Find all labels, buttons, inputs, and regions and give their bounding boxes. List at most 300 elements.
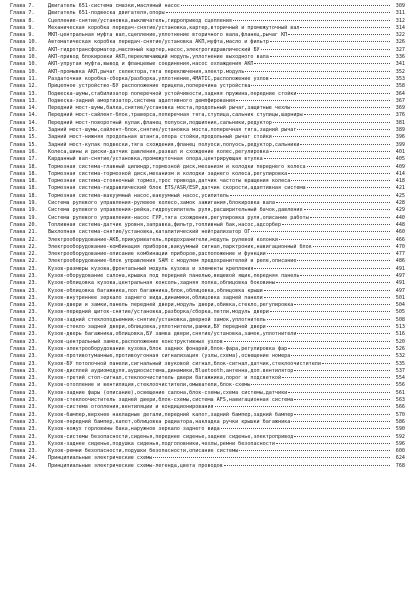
dot-leader (276, 443, 390, 444)
chapter-title: Кузов-двери и замки,панель передней двери,модуль двери,обивка,стекло,регулировка (48, 302, 294, 309)
chapter-title: Кузов-третий стоп-сигнал,стеклоочиститель двери багажника,порог и подсветкой (48, 375, 282, 382)
chapter-title: Кузов-система отопления,вентиляции и кондиционирования (48, 404, 214, 411)
chapter-number: Глава 22. (10, 251, 38, 258)
chapter-title: Кузов-ремни безопасности,подушки безопасности,описание системы (48, 448, 239, 455)
chapter-number: Глава 19. (10, 207, 38, 214)
dot-leader (264, 297, 390, 298)
chapter-number: Глава 23. (10, 382, 38, 389)
toc-entry (10, 215, 405, 222)
chapter-title: Кузов-дверь багажника,облицовка,БУ замка двери,снятие/установка,замок,уплотнители (48, 331, 297, 338)
dot-leader (279, 239, 390, 240)
chapter-title: Кузов-передний щиток-снятие/установка,разборка/сборка,петли,модуль двери (48, 309, 269, 316)
chapter-number: Глава 23. (10, 367, 38, 374)
dot-leader (291, 421, 390, 422)
page-number: 532 (395, 353, 405, 360)
page-number: 358 (395, 83, 405, 90)
page-number: 440 (395, 214, 405, 221)
page-number: 369 (395, 105, 405, 112)
chapter-title: Кузов-центральный замок,расположение конструктивных узлов (48, 338, 223, 345)
toc-entry (10, 47, 405, 54)
page-number: 309 (395, 3, 405, 9)
toc-entry (10, 10, 405, 17)
chapter-title: АКП-привод блокировки АКП,переключающий модуль,уплотнение выходного вала (48, 54, 269, 61)
chapter-number: Глава 12. (10, 83, 38, 90)
page-number: 563 (395, 397, 405, 404)
toc-entry (10, 412, 405, 419)
chapter-number: Глава 23. (10, 280, 38, 287)
chapter-title: Принципиальные электрические схемы-легенда,цвета проводов (48, 462, 223, 469)
chapter-number: Глава 9. (10, 24, 35, 31)
chapter-number: Глава 10. (10, 39, 38, 46)
toc-entry (10, 142, 405, 149)
chapter-number: Глава 24. (10, 455, 38, 462)
chapter-number: Глава 23. (10, 345, 38, 352)
dot-leader (304, 209, 390, 210)
chapter-title: Передний мост-сайлент-блок,траверса,поперечная тяга,ступица,сальник ступицы,шарниры (48, 112, 303, 119)
chapter-title: Электрооборудование-АКБ,прикуриватель,предохранители,модуль рулевой колонки (48, 236, 279, 243)
chapter-number: Глава 15. (10, 141, 38, 148)
page-number: 401 (395, 148, 405, 155)
chapter-number: Глава 22. (10, 236, 38, 243)
page-number: 326 (395, 39, 405, 46)
dot-leader (230, 195, 390, 196)
dot-leader (307, 166, 390, 167)
table-of-contents (10, 3, 405, 470)
chapter-number: Глава 16. (10, 148, 38, 155)
toc-entry (10, 76, 405, 83)
chapter-number: Глава 23. (10, 338, 38, 345)
chapter-title: Тормозная система-гидравлический блок ETS/ASR/ESP,датчик скорости,адаптивная система (48, 185, 306, 192)
chapter-number: Глава 18. (10, 178, 38, 185)
dot-leader (294, 436, 390, 437)
chapter-number: Глава 10. (10, 61, 38, 68)
dot-leader (294, 414, 390, 415)
dot-leader (251, 384, 390, 385)
page-number: 501 (395, 294, 405, 301)
chapter-number: Глава 10. (10, 54, 38, 61)
chapter-number: Глава 14. (10, 105, 38, 112)
chapter-title: АКП-упругая муфта,вывод и фланцевые соединения,насос охлаждения АКП (48, 61, 254, 68)
page-number: 508 (395, 316, 405, 323)
toc-entry (10, 54, 405, 61)
page-number: 381 (395, 119, 405, 126)
toc-entry (10, 353, 405, 360)
chapter-number: Глава 13. (10, 90, 38, 97)
dot-leader (291, 107, 390, 108)
dot-leader (153, 457, 390, 458)
dot-leader (304, 114, 390, 115)
chapter-title: Кузов-кожух горловины бака,наружное зеркало заднего вида (48, 426, 220, 433)
page-number: 556 (395, 382, 405, 389)
dot-leader (297, 260, 390, 261)
toc-entry (10, 404, 405, 411)
chapter-number: Глава 11. (10, 75, 38, 82)
toc-entry (10, 324, 405, 331)
toc-entry (10, 288, 405, 295)
dot-leader (267, 326, 390, 327)
dot-leader (267, 253, 390, 254)
chapter-number: Глава 10. (10, 46, 38, 53)
toc-entry (10, 149, 405, 156)
dot-leader (270, 56, 390, 57)
chapter-title: Механическая коробка передач-снятие/установка,картер,вторичный и промежуточный вал (48, 24, 300, 31)
dot-leader (264, 290, 390, 291)
toc-entry (10, 193, 405, 200)
dot-leader (270, 78, 390, 79)
page-number: 554 (395, 375, 405, 382)
chapter-title: Кузов-внутреннее зеркало заднего вида,динамики,облицовка задней панели (48, 294, 263, 301)
page-number: 466 (395, 236, 405, 243)
dot-leader (245, 71, 390, 72)
chapter-title: Задний мост-нижняя продольная штанга,опора стойки,продольный рычаг стойки (48, 134, 272, 141)
page-number: 566 (395, 404, 405, 411)
chapter-title: Подвеска-шумы,стабилизатор поперечной устойчивости,задняя пружина,передние стойки (48, 90, 297, 97)
chapter-number: Глава 23. (10, 360, 38, 367)
toc-entry (10, 317, 405, 324)
chapter-number: Глава 15. (10, 127, 38, 134)
chapter-number: Глава 23. (10, 331, 38, 338)
page-number: 418 (395, 178, 405, 185)
toc-entry (10, 39, 405, 46)
page-number: 570 (395, 411, 405, 418)
page-number: 504 (395, 302, 405, 309)
chapter-number: Глава 18. (10, 192, 38, 199)
toc-entry (10, 178, 405, 185)
dot-leader (251, 231, 390, 232)
chapter-title: Тормозная система-вакуумный насос,вакуумный насос,усилитель (48, 192, 229, 199)
chapter-title: Кузов-отопление и вентиляция,стеклоочистители,омыватели,блок-схемы (48, 382, 251, 389)
page-number: 460 (395, 229, 405, 236)
page-number: 311 (395, 10, 405, 17)
toc-entry (10, 156, 405, 163)
toc-entry (10, 222, 405, 229)
chapter-title: Колеса,шины и диски-датчик давления,развал и схождение колес,регулировка (48, 148, 269, 155)
dot-leader (300, 275, 390, 276)
page-number: 421 (395, 185, 405, 192)
page-number: 537 (395, 367, 405, 374)
chapter-title: Кузов-размеры кузова,фронтальный модуль кузова и элементы крепления (48, 265, 254, 272)
chapter-title: Топливная система-датчик уровня,заправка,фильтр,топливный бак,насос,адсорбер (48, 221, 282, 228)
page-number: 520 (395, 338, 405, 345)
chapter-title: Кузов-облицовка багажника,пол багажника,блок,облицовка,облицовка крыши (48, 287, 263, 294)
chapter-title: Электрооборудование-блок управления SAM с модулем предохранителей и реле,описание (48, 258, 297, 265)
page-number: 396 (395, 134, 405, 141)
page-number: 352 (395, 68, 405, 75)
chapter-title: Кузов-системы безопасности,сиденья,переднее сиденье,заднее сиденье,электропривод (48, 433, 294, 440)
chapter-title: Система рулевого управления-рулевое колесо,замок зажигания,блокировка вала (48, 200, 275, 207)
dot-leader (276, 202, 390, 203)
chapter-number: Глава 19. (10, 214, 38, 221)
dot-leader (261, 49, 390, 50)
chapter-number: Глава 23. (10, 265, 38, 272)
toc-entry (10, 25, 405, 32)
chapter-number: Глава 18. (10, 185, 38, 192)
chapter-number: Глава 23. (10, 375, 38, 382)
chapter-title: Подвеска-задний амортизатор,система адаптивного демпфирования (48, 97, 236, 104)
chapter-title: Кузов-оборудование салона,крышка под передней панелью,вещевой ящик,передняя панель (48, 272, 300, 279)
toc-entry (10, 331, 405, 338)
chapter-number: Глава 15. (10, 134, 38, 141)
page-number: 312 (395, 17, 405, 24)
chapter-title: Электрооборудование-описание комбинации приборов,расположение и функции (48, 251, 266, 258)
dot-leader (310, 217, 390, 218)
chapter-title: Прицепное устройство-БУ расположение прицепа,поперечина устройства (48, 83, 251, 90)
chapter-title: АКП-гидротрансформатор,масляный картер,насос,электрогидравлический БУ (48, 46, 260, 53)
dot-leader (297, 333, 390, 334)
chapter-number: Глава 24. (10, 462, 38, 469)
toc-entry (10, 98, 405, 105)
page-number: 409 (395, 163, 405, 170)
dot-leader (251, 85, 390, 86)
dot-leader (307, 187, 390, 188)
chapter-number: Глава 23. (10, 309, 38, 316)
page-number: 505 (395, 309, 405, 316)
chapter-number: Глава 18. (10, 170, 38, 177)
chapter-number: Глава 23. (10, 272, 38, 279)
toc-entry (10, 200, 405, 207)
toc-entry (10, 368, 405, 375)
toc-entry (10, 134, 405, 141)
toc-entry (10, 258, 405, 265)
dot-leader (288, 173, 390, 174)
page-number: 389 (395, 127, 405, 134)
page-number: 364 (395, 90, 405, 97)
toc-entry (10, 266, 405, 273)
toc-entry (10, 448, 405, 455)
chapter-title: Кузов-передний бампер,капот,облицовка радиатора,накладка ручки крышки багажника (48, 418, 291, 425)
page-number: 367 (395, 97, 405, 104)
chapter-title: Кузов-дисплей аудиомодуля,аудиосистема,динамики,Bluetooth,антенна,доп.вентилятор (48, 367, 294, 374)
dot-leader (300, 144, 390, 145)
dot-leader (181, 5, 390, 6)
toc-entry (10, 3, 405, 10)
chapter-number: Глава 22. (10, 258, 38, 265)
toc-entry (10, 251, 405, 258)
chapter-number: Глава 10. (10, 68, 38, 75)
chapter-number: Глава 23. (10, 353, 38, 360)
toc-entry (10, 91, 405, 98)
page-number: 376 (395, 112, 405, 119)
page-number: 399 (395, 141, 405, 148)
dot-leader (236, 100, 390, 101)
chapter-number: Глава 23. (10, 294, 38, 301)
toc-entry (10, 375, 405, 382)
chapter-number: Глава 7. (10, 3, 35, 9)
page-number: 486 (395, 258, 405, 265)
chapter-number: Глава 17. (10, 156, 38, 163)
toc-entry (10, 69, 405, 76)
page-number: 314 (395, 24, 405, 31)
dot-leader (282, 377, 390, 378)
chapter-number: Глава 23. (10, 397, 38, 404)
page-number: 414 (395, 170, 405, 177)
page-number: 477 (395, 251, 405, 258)
page-number: 336 (395, 54, 405, 61)
dot-leader (270, 151, 390, 152)
dot-leader (254, 63, 390, 64)
dot-leader (291, 355, 390, 356)
dot-leader (276, 282, 390, 283)
toc-entry (10, 237, 405, 244)
chapter-title: Электрооборудование-комбинация приборов,вакуумный сигнал,парктроник,навигационный блок (48, 243, 312, 250)
toc-entry (10, 185, 405, 192)
dot-leader (288, 34, 390, 35)
page-number: 470 (395, 243, 405, 250)
dot-leader (270, 41, 390, 42)
page-number: 600 (395, 448, 405, 455)
chapter-title: Кузов-задний стеклоподъемник-снятие/установка,дверной замок,уплотнитель (48, 316, 266, 323)
dot-leader (264, 158, 390, 159)
chapter-number: Глава 23. (10, 448, 38, 455)
dot-leader (313, 246, 390, 247)
chapter-title: Двигатель 651-подвеска двигателя,опоры (48, 10, 165, 17)
dot-leader (300, 27, 390, 28)
page-number: 592 (395, 433, 405, 440)
chapter-number: Глава 23. (10, 316, 38, 323)
page-number: 425 (395, 192, 405, 199)
page-number: 491 (395, 265, 405, 272)
chapter-title: Система рулевого управления-насос ГУР,тяга схождения,регулировка руля,описание работы (48, 214, 309, 221)
chapter-title: Передний мост-шумы,балка,снятие/установка моста,продольный рычаг,защитные чехлы (48, 105, 291, 112)
toc-entry (10, 120, 405, 127)
toc-entry (10, 207, 405, 214)
page-number: 561 (395, 389, 405, 396)
toc-entry (10, 390, 405, 397)
chapter-number: Глава 20. (10, 221, 38, 228)
page-number: 535 (395, 360, 405, 367)
dot-leader (288, 392, 390, 393)
dot-leader (267, 319, 390, 320)
page-number: 526 (395, 345, 405, 352)
page-number: 448 (395, 221, 405, 228)
page-number: 497 (395, 287, 405, 294)
dot-leader (224, 465, 390, 466)
chapter-number: Глава 23. (10, 411, 38, 418)
toc-entry (10, 127, 405, 134)
chapter-title: Автоматическая коробка передач-снятие/установка АКП,муфта,масло и фильтр (48, 39, 269, 46)
page-number: 596 (395, 440, 405, 447)
dot-leader (273, 136, 390, 137)
toc-entry (10, 441, 405, 448)
chapter-title: Выхлопная система-снятие/установка,каталитический нейтрализатор ОГ (48, 229, 251, 236)
page-number: 341 (395, 61, 405, 68)
chapter-title: Тормозная система-тормозной диск,механизм и колодки заднего колеса,регулировка (48, 170, 288, 177)
dot-leader (239, 450, 390, 451)
toc-entry (10, 112, 405, 119)
dot-leader (254, 268, 390, 269)
page-number: 590 (395, 426, 405, 433)
toc-entry (10, 434, 405, 441)
chapter-number: Глава 23. (10, 440, 38, 447)
toc-entry (10, 61, 405, 68)
dot-leader (273, 122, 390, 123)
toc-entry (10, 164, 405, 171)
dot-leader (166, 12, 390, 13)
toc-entry (10, 244, 405, 251)
chapter-number: Глава 23. (10, 302, 38, 309)
toc-entry (10, 309, 405, 316)
page-number: 327 (395, 46, 405, 53)
chapter-title: Тормозная система-стояночный тормоз,трос привода,датчик частоты вращения колеса (48, 178, 291, 185)
chapter-number: Глава 23. (10, 433, 38, 440)
chapter-title: Сцепление-снятие/установка,выключатель,гидропривод сцепления (48, 17, 233, 24)
chapter-number: Глава 23. (10, 418, 38, 425)
page-number: 516 (395, 331, 405, 338)
chapter-number: Глава 23. (10, 287, 38, 294)
dot-leader (297, 129, 390, 130)
chapter-number: Глава 21. (10, 229, 38, 236)
chapter-number: Глава 7. (10, 10, 35, 17)
toc-entry (10, 426, 405, 433)
chapter-title: Кузов-заднее сиденье,подушка сиденья,подголовники,чехлы,ремни безопасности (48, 440, 275, 447)
toc-entry (10, 463, 405, 470)
chapter-title: Система рулевого управления-рейка,гидроусилитель руля,расширительный бачок,давление (48, 207, 303, 214)
dot-leader (291, 180, 390, 181)
chapter-number: Глава 23. (10, 404, 38, 411)
chapter-number: Глава 14. (10, 119, 38, 126)
dot-leader (294, 399, 390, 400)
page-number: 513 (395, 324, 405, 331)
chapter-title: Кузов-противотуманные,противоугонная сигнализация (узлы,схема),освещение номера (48, 353, 291, 360)
chapter-number: Глава 23. (10, 426, 38, 433)
toc-entry (10, 280, 405, 287)
chapter-title: АКП-промывка АКП,рычаг селектора,тяга переключения,электр.модуль (48, 68, 245, 75)
chapter-title: Кузов-задние фары (описание),освещение салона,блок-схемы,схема системы,датчики (48, 389, 288, 396)
page-number: 491 (395, 280, 405, 287)
page-number: 353 (395, 75, 405, 82)
page-number: 405 (395, 156, 405, 163)
dot-leader (270, 311, 390, 312)
chapter-title: Принципиальные электрические схемы (48, 455, 153, 462)
chapter-title: Кузов-облицовка кузова,центральная консоль,задняя полка,облицовка боковины (48, 280, 275, 287)
dot-leader (294, 304, 390, 305)
chapter-title: Кузов-бампер,верхнее накладные детали,передний капот,задний бампер,задний бампер (48, 411, 294, 418)
chapter-number: Глава 23. (10, 324, 38, 331)
toc-entry (10, 382, 405, 389)
page-number: 624 (395, 455, 405, 462)
toc-entry (10, 83, 405, 90)
chapter-number: Глава 18. (10, 163, 38, 170)
dot-leader (322, 363, 390, 364)
chapter-number: Глава 8. (10, 17, 35, 24)
chapter-title: Задний мост-кулак подвески,тяга схождения,фланец полуоси,полуось,редуктор,сальники (48, 141, 300, 148)
toc-entry (10, 18, 405, 25)
chapter-title: Кузов-стекло задней двери,облицовка,уплотнители,рамки,БУ передней двери (48, 324, 266, 331)
page-number: 497 (395, 272, 405, 279)
chapter-number: Глава 19. (10, 200, 38, 207)
chapter-title: Задний мост-шумы,сайлент-блок,снятие/установка моста,поперечная тяга,задний рычаг (48, 127, 297, 134)
toc-entry (10, 346, 405, 353)
dot-leader (215, 406, 390, 407)
page-number: 322 (395, 32, 405, 39)
toc-entry (10, 397, 405, 404)
chapter-number: Глава 9. (10, 32, 35, 39)
page-number: 586 (395, 418, 405, 425)
chapter-number: Глава 13. (10, 97, 38, 104)
dot-leader (233, 20, 390, 21)
toc-entry (10, 32, 405, 39)
chapter-title: Кузов-БУ потолочной панели,сигнальный звуковой сигнал,блок-сигнал,датчик,стеклоочистители (48, 360, 321, 367)
dot-leader (288, 348, 390, 349)
toc-entry (10, 455, 405, 462)
chapter-title: Раздаточная коробка-сборка/разборка,уплотнение,4MATIC,расположение узлов (48, 75, 269, 82)
dot-leader (294, 370, 390, 371)
chapter-title: Кузов-стеклоочиститель задней двери,блок-схемы,система AFS,навигационная система (48, 397, 294, 404)
page-number: 428 (395, 200, 405, 207)
toc-entry (10, 361, 405, 368)
toc-entry (10, 419, 405, 426)
toc-entry (10, 295, 405, 302)
